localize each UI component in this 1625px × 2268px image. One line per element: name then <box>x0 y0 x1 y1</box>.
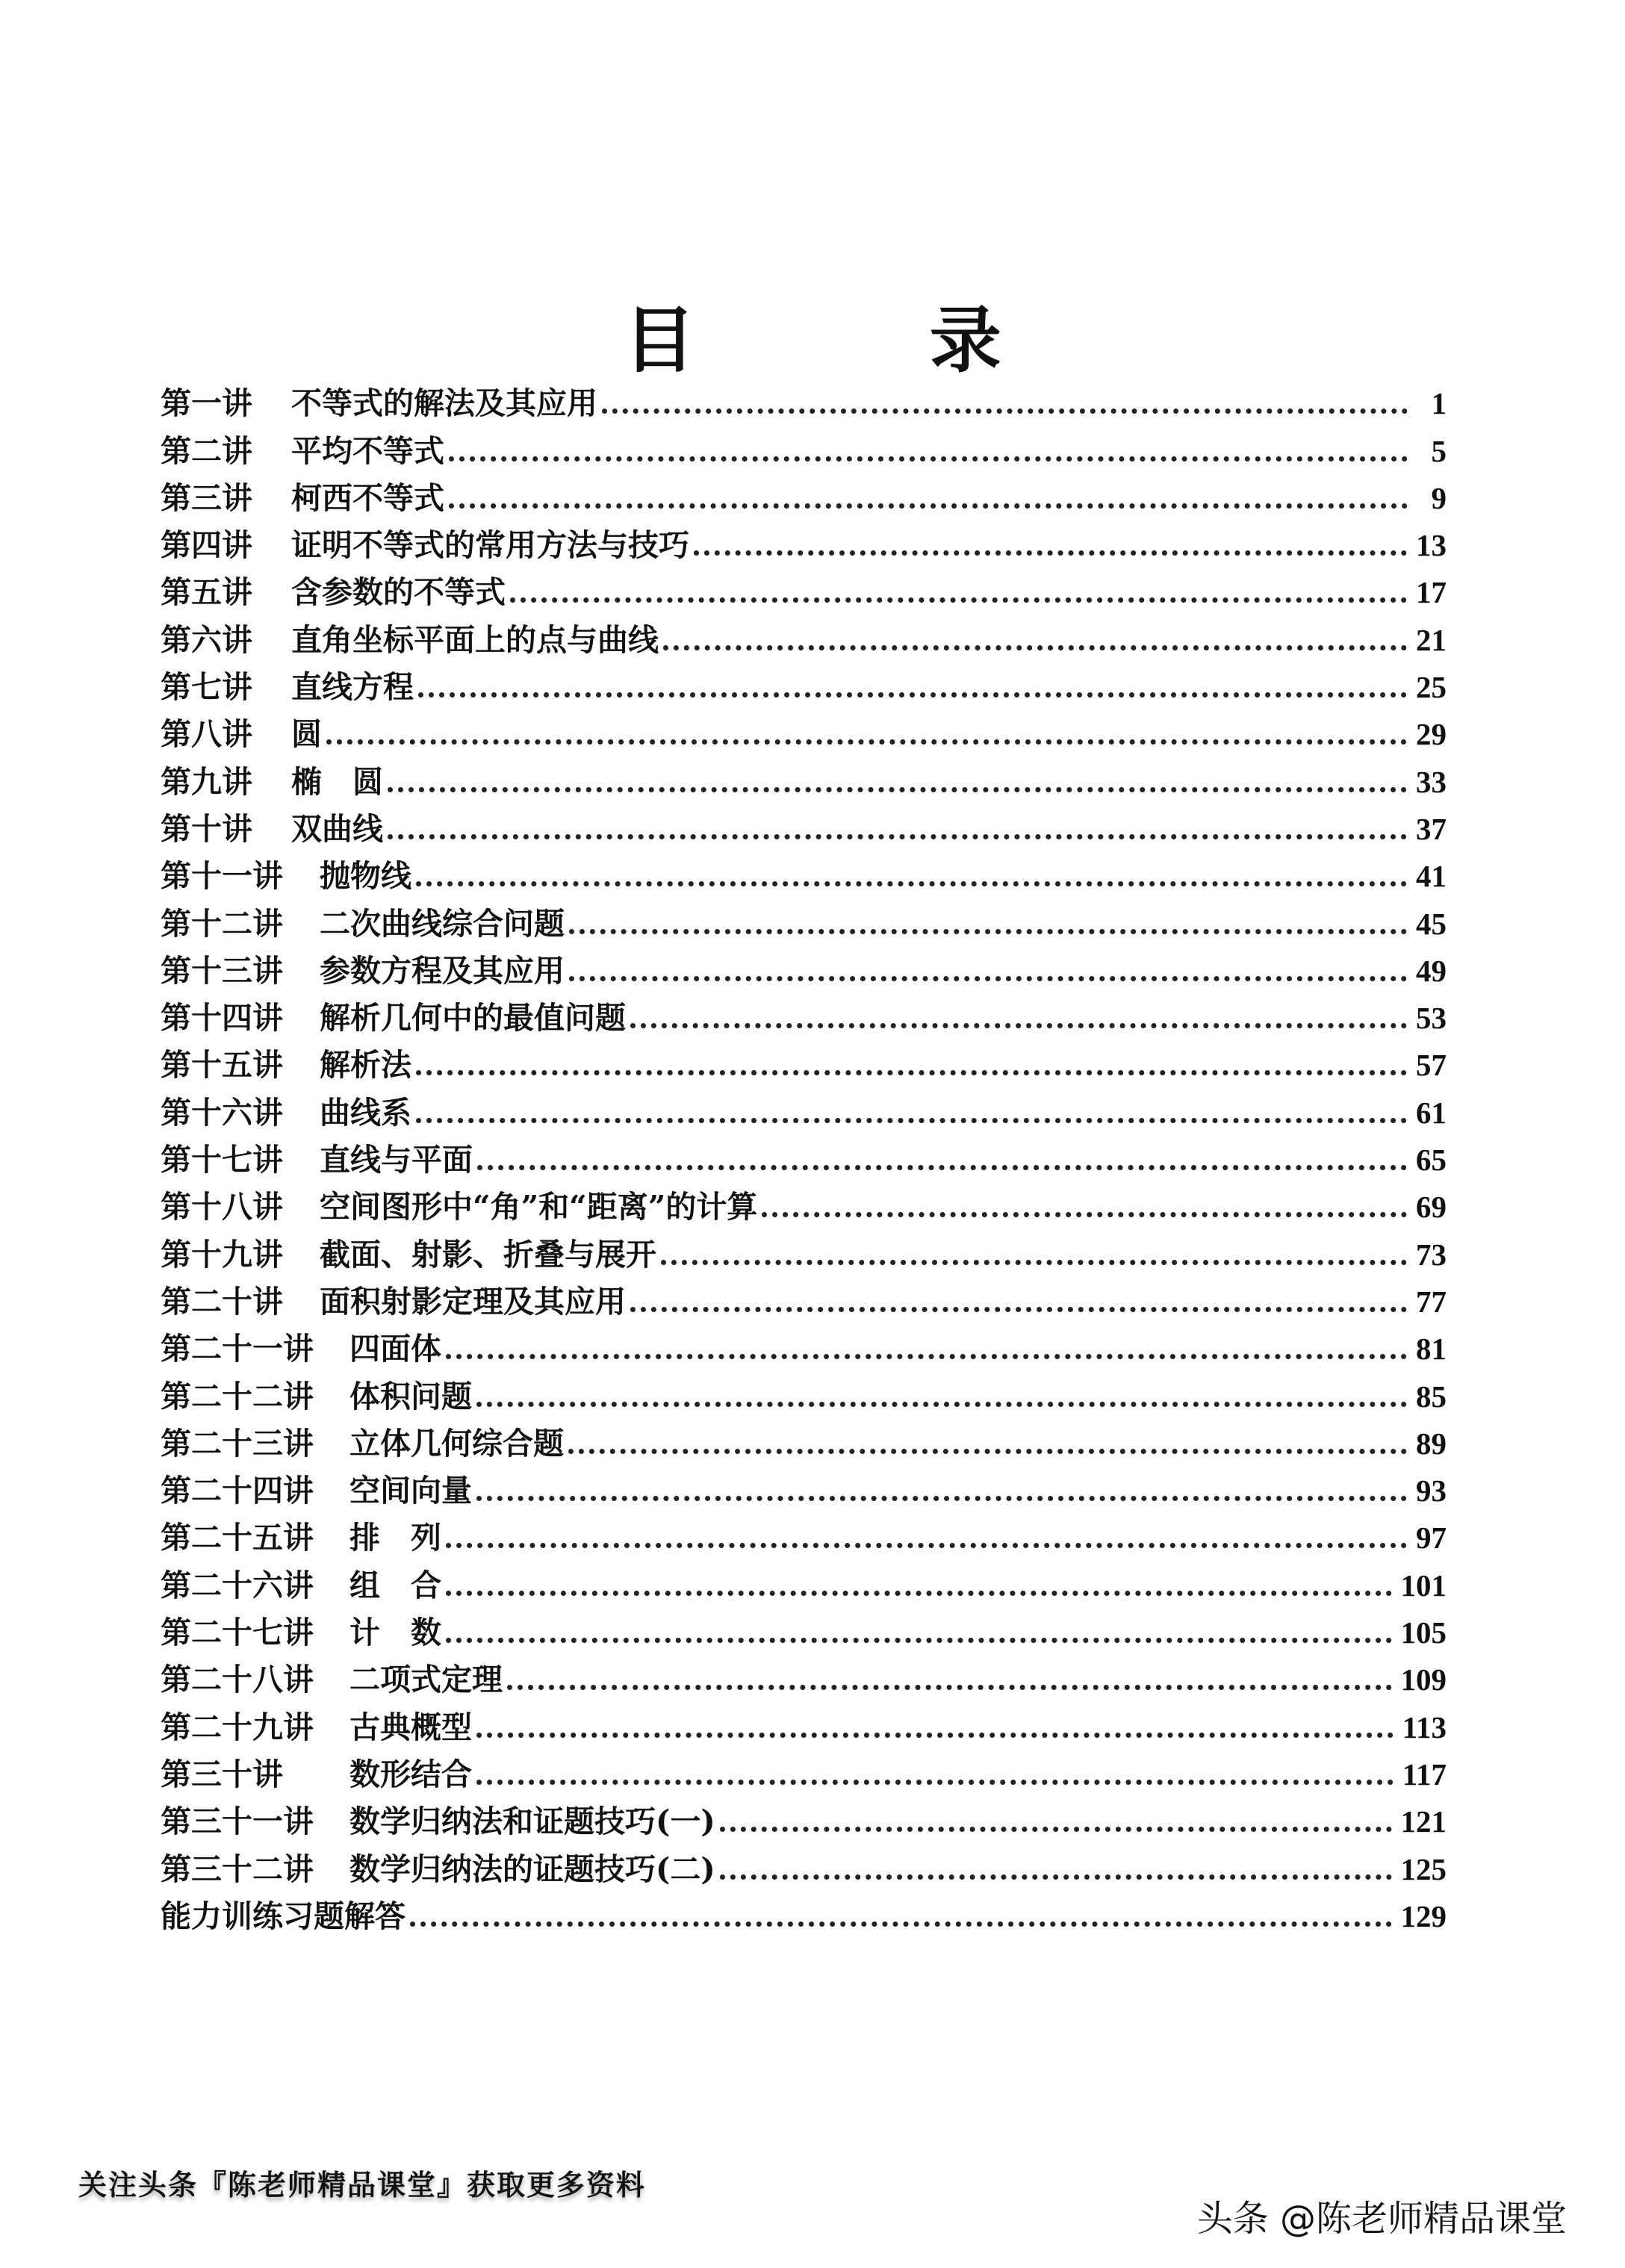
toc-entry[interactable] <box>161 1606 1447 1653</box>
toc-entry[interactable] <box>161 519 1447 566</box>
chapter-title: 能力训练习题解答 <box>161 1898 406 1934</box>
chapter-title: 数学归纳法和证题技巧(一) <box>349 1803 715 1840</box>
page-number: 121 <box>1400 1804 1447 1839</box>
chapter-title: 圆 <box>291 716 322 753</box>
chapter-label: 第三十二讲 <box>161 1851 314 1887</box>
page-number: 73 <box>1416 1237 1447 1272</box>
table-of-contents <box>161 377 1447 1937</box>
chapter-label: 第十九讲 <box>161 1236 283 1273</box>
chapter-title: 柯西不等式 <box>291 479 444 516</box>
dot-leader <box>694 550 1407 556</box>
page-number: 45 <box>1416 906 1447 941</box>
toc-entry[interactable] <box>161 1653 1447 1700</box>
chapter-label: 第十七讲 <box>161 1142 283 1178</box>
page-number: 125 <box>1400 1851 1447 1886</box>
chapter-title: 不等式的解法及其应用 <box>291 385 597 422</box>
chapter-label: 第二十六讲 <box>161 1567 314 1603</box>
toc-entry[interactable] <box>161 1748 1447 1795</box>
chapter-title: 直角坐标平面上的点与曲线 <box>291 621 659 658</box>
dot-leader <box>476 1780 1393 1785</box>
chapter-title: 曲线系 <box>320 1094 411 1131</box>
dot-leader <box>446 1354 1407 1359</box>
dot-leader <box>388 834 1407 839</box>
chapter-label: 第二十七讲 <box>161 1615 314 1651</box>
dot-leader <box>720 1874 1392 1880</box>
toc-entry[interactable] <box>161 661 1447 708</box>
chapter-label: 第六讲 <box>161 621 252 658</box>
chapter-title: 计 数 <box>349 1615 441 1651</box>
page-number: 13 <box>1416 528 1447 563</box>
chapter-label: 第二十讲 <box>161 1283 283 1320</box>
chapter-label: 第十六讲 <box>161 1094 283 1131</box>
chapter-label: 第二十一讲 <box>161 1331 314 1367</box>
chapter-label: 第一讲 <box>161 385 252 422</box>
page-number: 89 <box>1416 1426 1447 1461</box>
page-number: 117 <box>1402 1756 1447 1792</box>
watermark: 头条 @陈老师精品课堂 <box>1196 2198 1567 2240</box>
toc-entry[interactable] <box>161 1795 1447 1842</box>
chapter-label: 第十讲 <box>161 810 252 847</box>
toc-entry[interactable] <box>161 1464 1447 1512</box>
chapter-title: 空间向量 <box>349 1473 472 1509</box>
page-number: 69 <box>1416 1190 1447 1225</box>
toc-entry[interactable] <box>161 1700 1447 1747</box>
page-number: 93 <box>1416 1473 1447 1509</box>
toc-entry[interactable] <box>161 755 1447 802</box>
toc-entry[interactable] <box>161 1370 1447 1417</box>
chapter-label: 第十四讲 <box>161 1000 283 1037</box>
toc-entry[interactable] <box>161 803 1447 850</box>
chapter-label: 第十八讲 <box>161 1189 283 1225</box>
page-number: 49 <box>1416 953 1447 988</box>
chapter-label: 第二十三讲 <box>161 1425 314 1461</box>
dot-leader <box>416 1118 1407 1123</box>
page-number: 37 <box>1416 811 1447 846</box>
chapter-label: 第九讲 <box>161 763 252 800</box>
dot-leader <box>507 1685 1392 1690</box>
dot-leader <box>661 1260 1407 1265</box>
chapter-title: 古典概型 <box>349 1709 472 1745</box>
toc-entry[interactable] <box>161 1086 1447 1133</box>
dot-leader <box>477 1165 1407 1170</box>
chapter-title: 立体几何综合题 <box>349 1425 564 1461</box>
chapter-title: 椭 圆 <box>291 763 383 800</box>
chapter-label: 第三讲 <box>161 479 252 516</box>
toc-entry[interactable] <box>161 1228 1447 1275</box>
toc-entry[interactable] <box>161 1323 1447 1370</box>
dot-leader <box>476 1496 1407 1501</box>
toc-entry[interactable] <box>161 992 1447 1039</box>
page-number: 1 <box>1431 386 1447 421</box>
dot-leader <box>602 408 1408 414</box>
chapter-label: 第十五讲 <box>161 1047 283 1084</box>
chapter-label: 第二十二讲 <box>161 1378 314 1414</box>
chapter-label: 第二十九讲 <box>161 1709 314 1745</box>
page-number: 17 <box>1416 575 1447 610</box>
chapter-title: 二次曲线综合问题 <box>320 905 565 942</box>
page-number: 57 <box>1416 1048 1447 1083</box>
chapter-title: 数学归纳法的证题技巧(二) <box>349 1851 715 1887</box>
page-number: 9 <box>1431 480 1447 515</box>
toc-entry[interactable] <box>161 708 1447 755</box>
page-number: 113 <box>1402 1709 1447 1745</box>
toc-entry[interactable] <box>161 1181 1447 1228</box>
chapter-label: 第五讲 <box>161 574 252 611</box>
chapter-title: 体积问题 <box>349 1378 472 1414</box>
dot-leader <box>418 692 1407 698</box>
toc-entry[interactable] <box>161 850 1447 897</box>
page-number: 109 <box>1400 1662 1447 1697</box>
chapter-label: 第七讲 <box>161 669 252 706</box>
chapter-title: 参数方程及其应用 <box>320 952 565 989</box>
dot-leader <box>388 787 1407 792</box>
dot-leader <box>630 1023 1407 1028</box>
chapter-title: 直线与平面 <box>320 1142 473 1178</box>
dot-leader <box>449 456 1408 462</box>
chapter-label: 第二讲 <box>161 432 252 469</box>
dot-leader <box>568 1449 1407 1454</box>
page-title: 目 录 <box>624 299 1106 382</box>
dot-leader <box>762 1212 1407 1217</box>
page-number: 105 <box>1400 1615 1447 1650</box>
chapter-title: 数形结合 <box>349 1756 472 1792</box>
dot-leader <box>326 739 1407 745</box>
chapter-title: 证明不等式的常用方法与技巧 <box>291 527 689 564</box>
dot-leader <box>446 1543 1407 1548</box>
dot-leader <box>476 1733 1393 1738</box>
chapter-label: 第十二讲 <box>161 905 283 942</box>
toc-entry[interactable] <box>161 1512 1447 1559</box>
toc-entry[interactable] <box>161 1842 1447 1889</box>
chapter-label: 第十三讲 <box>161 952 283 989</box>
dot-leader <box>720 1827 1392 1832</box>
chapter-title: 二项式定理 <box>349 1662 503 1698</box>
page-number: 85 <box>1416 1379 1447 1414</box>
chapter-title: 含参数的不等式 <box>291 574 506 611</box>
toc-entry[interactable] <box>161 945 1447 992</box>
dot-leader <box>449 503 1408 509</box>
toc-entry[interactable] <box>161 566 1447 613</box>
chapter-title: 组 合 <box>349 1567 441 1603</box>
dot-leader <box>446 1591 1392 1596</box>
toc-entry[interactable] <box>161 1134 1447 1181</box>
chapter-label: 第二十四讲 <box>161 1473 314 1509</box>
chapter-title: 四面体 <box>349 1331 441 1367</box>
page-number: 61 <box>1416 1095 1447 1130</box>
chapter-title: 截面、射影、折叠与展开 <box>320 1236 656 1273</box>
page-number: 33 <box>1416 764 1447 799</box>
page-number: 81 <box>1416 1332 1447 1367</box>
page-number: 21 <box>1416 622 1447 657</box>
dot-leader <box>569 976 1407 981</box>
dot-leader <box>416 1070 1407 1075</box>
toc-entry[interactable] <box>161 1890 1447 1937</box>
page-number: 41 <box>1416 859 1447 894</box>
page-number: 29 <box>1416 717 1447 752</box>
toc-entry[interactable] <box>161 377 1447 424</box>
chapter-title: 平均不等式 <box>291 432 444 469</box>
chapter-title: 空间图形中“角”和“距离”的计算 <box>320 1189 758 1225</box>
toc-entry[interactable] <box>161 424 1447 471</box>
chapter-title: 抛物线 <box>320 858 411 895</box>
chapter-label: 第二十八讲 <box>161 1662 314 1698</box>
dot-leader <box>663 645 1407 650</box>
dot-leader <box>510 597 1407 603</box>
chapter-label: 第四讲 <box>161 527 252 564</box>
chapter-title: 双曲线 <box>291 810 383 847</box>
chapter-label: 第八讲 <box>161 716 252 753</box>
dot-leader <box>416 881 1407 886</box>
page-number: 25 <box>1416 670 1447 705</box>
dot-leader <box>410 1921 1392 1927</box>
dot-leader <box>630 1307 1407 1312</box>
chapter-title: 面积射影定理及其应用 <box>320 1283 626 1320</box>
promo-footer: 关注头条『陈老师精品课堂』获取更多资料 <box>78 2169 647 2202</box>
chapter-title: 排 列 <box>349 1520 441 1556</box>
toc-entry[interactable] <box>161 1039 1447 1086</box>
chapter-title: 解析法 <box>320 1047 411 1084</box>
toc-entry[interactable] <box>161 1276 1447 1323</box>
toc-entry[interactable] <box>161 613 1447 660</box>
toc-entry[interactable] <box>161 472 1447 519</box>
page-number: 53 <box>1416 1001 1447 1036</box>
dot-leader <box>476 1402 1407 1407</box>
dot-leader <box>569 929 1407 934</box>
dot-leader <box>446 1638 1392 1643</box>
chapter-label: 第二十五讲 <box>161 1520 314 1556</box>
toc-entry[interactable] <box>161 897 1447 944</box>
chapter-label: 第十一讲 <box>161 858 283 895</box>
chapter-title: 解析几何中的最值问题 <box>320 1000 626 1037</box>
page-number: 97 <box>1416 1520 1447 1556</box>
page-number: 101 <box>1400 1568 1447 1603</box>
chapter-title: 直线方程 <box>291 669 414 706</box>
toc-entry[interactable] <box>161 1559 1447 1606</box>
page-number: 65 <box>1416 1143 1447 1178</box>
chapter-label: 第三十一讲 <box>161 1803 314 1840</box>
chapter-label: 第三十讲 <box>161 1756 283 1792</box>
page-number: 129 <box>1400 1898 1447 1933</box>
toc-entry[interactable] <box>161 1417 1447 1464</box>
page-number: 77 <box>1416 1284 1447 1319</box>
page-number: 5 <box>1431 433 1447 468</box>
